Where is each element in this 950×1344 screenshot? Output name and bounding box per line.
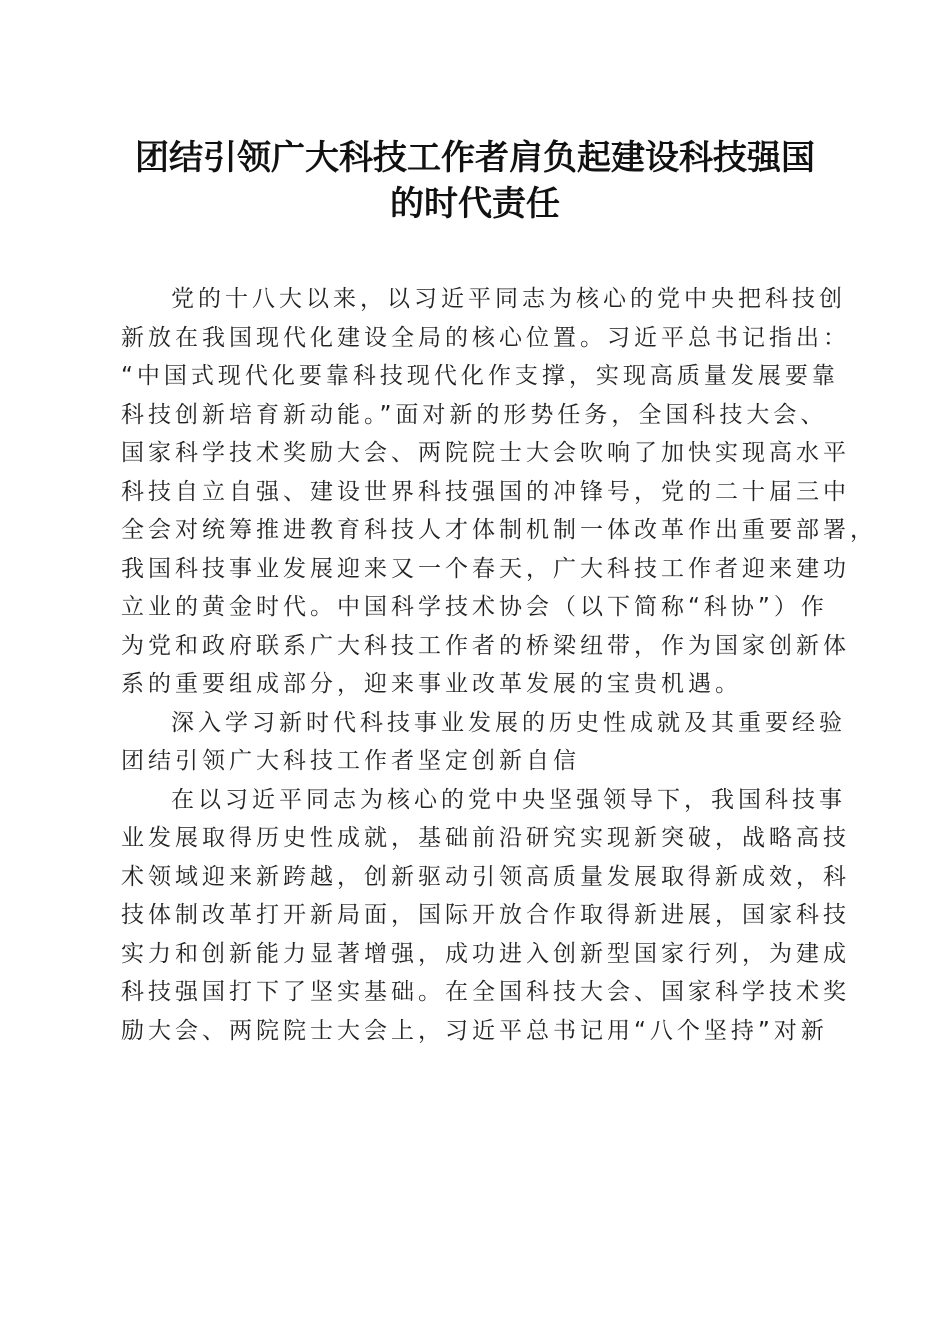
section-heading-line: 团结引领广大科技工作者坚定创新自信	[121, 748, 580, 774]
paragraph-1-line: 我国科技事业发展迎来又一个春天，广大科技工作者迎来建功	[121, 555, 850, 582]
paragraph-2-line: 实力和创新能力显著增强，成功进入创新型国家行列，为建成	[121, 940, 850, 967]
paragraph-1-line: 为党和政府联系广大科技工作者的桥梁纽带，作为国家创新体	[121, 632, 850, 659]
document-title	[100, 135, 850, 227]
paragraph-1-line: 立业的黄金时代。中国科学技术协会（以下简称“科协”）作	[121, 594, 828, 620]
paragraph-1-line: 党的十八大以来，以习近平同志为核心的党中央把科技创	[171, 286, 846, 312]
paragraph-2-line: 在以习近平同志为核心的党中央坚强领导下，我国科技事	[171, 786, 846, 813]
document-body	[121, 280, 877, 1050]
paragraph-2-line: 科技强国打下了坚实基础。在全国科技大会、国家科学技术奖	[121, 979, 850, 1005]
section-heading-line: 深入学习新时代科技事业发展的历史性成就及其重要经验	[171, 709, 846, 736]
paragraph-1-line: 系的重要组成部分，迎来事业改革发展的宝贵机遇。	[121, 671, 742, 697]
paragraph-1-line: 新放在我国现代化建设全局的核心位置。习近平总书记指出：	[121, 324, 850, 351]
title-line-2: 的时代责任	[390, 184, 560, 224]
paragraph-1-line: “中国式现代化要靠科技现代化作支撑，实现高质量发展要靠	[121, 363, 839, 389]
paragraph-1-line: 科技创新培育新动能。”面对新的形势任务，全国科技大会、	[121, 401, 828, 428]
paragraph-2-line: 业发展取得历史性成就，基础前沿研究实现新突破，战略高技	[121, 825, 850, 851]
title-line-1: 团结引领广大科技工作者肩负起建设科技强国	[135, 138, 815, 178]
paragraph-2-line: 术领域迎来新跨越，创新驱动引领高质量发展取得新成效，科	[121, 863, 850, 890]
paragraph-1-line: 科技自立自强、建设世界科技强国的冲锋号，党的二十届三中	[121, 478, 850, 505]
paragraph-2-line: 励大会、两院院士大会上，习近平总书记用“八个坚持”对新	[121, 1017, 828, 1044]
paragraph-1-line: 国家科学技术奖励大会、两院院士大会吹响了加快实现高水平	[121, 440, 850, 466]
paragraph-2-line: 技体制改革打开新局面，国际开放合作取得新进展，国家科技	[121, 902, 850, 928]
paragraph-1-line: 全会对统筹推进教育科技人才体制机制一体改革作出重要部署，	[121, 517, 877, 543]
